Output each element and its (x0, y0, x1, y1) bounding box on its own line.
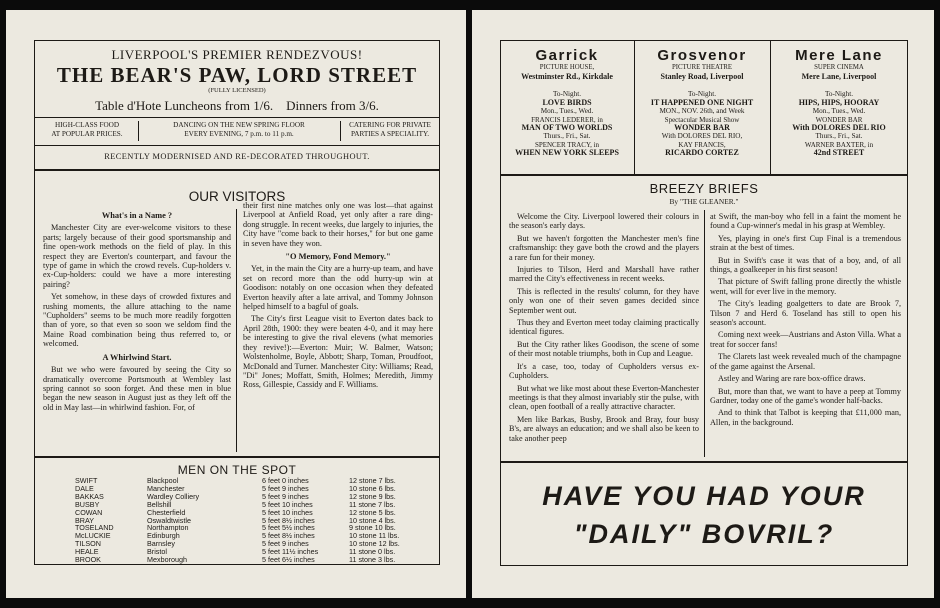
cinema-programme-line: Mon., Tues., Wed. (540, 107, 594, 116)
player-clubs (147, 477, 257, 564)
player-club: Mexborough (147, 555, 187, 565)
player-name: BAKKAS (75, 491, 104, 501)
player-name: McLUCKIE (75, 531, 111, 541)
player-weight: 10 stone 12 lbs. (349, 539, 400, 549)
cinema-programme-line: IT HAPPENED ONE NIGHT (650, 97, 754, 107)
player-name: TOSELAND (75, 523, 114, 533)
player-name: BUSBY (75, 499, 100, 509)
player-weight: 11 stone 0 lbs. (349, 547, 396, 557)
right-page (472, 10, 934, 598)
cinema-programme-line: Spectacular Musical Show (664, 115, 740, 124)
player-club: Manchester (147, 483, 185, 493)
subheading: What's in a Name ? (101, 211, 173, 220)
cinema-type: PICTURE HOUSE, (539, 64, 595, 71)
player-name: BROOK (75, 555, 101, 565)
player-weight: 12 stone 9 lbs. (349, 491, 396, 501)
player-height: 5 feet 6½ inches (262, 555, 315, 565)
cinema-garrick (503, 41, 631, 174)
cinema-address: Westminster Rd., Kirkdale (521, 72, 613, 82)
cinema-type: SUPER CINEMA (814, 64, 864, 71)
player-height: 5 feet 5½ inches (262, 523, 315, 533)
breezy-column-right: at Swift, the man-boy who fell in a faint the moment he found a Cup-winner's medal in his grasp at Wembley. Yes, playing in one's first Cup Final is a tremendous strain at the best of times. But in Swift's case it was that of a boy, and, of all things, a goalkeeper in his first season! That picture of Swift falling prone directly the whistle went, will for ever live in the memory. The City's leading goalgetters to date are Brook 7, Tilson 7 and Herd 6. Toseland has still to open his season's account. Coming next week—Austrians and Aston Villa. What a treat for soccer fans! The Clarets last week revealed much of the champagne of the game against the Arsenal. Astley and Waring are rare box-office draws. But, more than that, we want to have a peep at Tommy Gardner, today one of the game's wonder half-backs. And to think that Talbot is keeping that £11,000 man, Allen, in the background. (710, 212, 901, 427)
cinema-programme-line: WONDER BAR (674, 123, 730, 133)
advert-tagline: LIVERPOOL'S PREMIER RENDEZVOUS! (111, 47, 363, 62)
cinema-programme-line: To-Night. (687, 90, 717, 99)
player-name: SWIFT (75, 476, 98, 485)
cinema-type: PICTURE THEATRE (671, 64, 733, 71)
cinema-mere-lane (773, 41, 905, 174)
cinema-programme-line: WHEN NEW YORK SLEEPS (515, 148, 619, 158)
player-club: Blackpool (147, 476, 179, 485)
player-club: Bristol (147, 547, 167, 557)
breezy-column-left: Welcome the City. Liverpool lowered their colours in the season's early days. But we haven't forgotten the Manchester men's fine craftsmanship: they gave both the crowd and the players a rare fun for their money. Injuries to Tilson, Herd and Marshall have rather marred the City's effectiveness in recent weeks. This is reflected in the results' column, for they have only won one of their seven games decided since September went out. Thus they and Everton meet today claiming practically identical figures. But the City rather likes Goodison, the scene of some of their most notable triumphs, both in Cup and League. It's a case, too, today of Cupholders versus ex-Cupholders. But what we like most about these Everton-Manchester meetings is that they almost invariably stir the pulse, with clean, open football of a really attractive character. Men like Barkas, Busby, Brook and Bray, four busy B's, are always an education; and we shall also be keen to take another peep (509, 212, 699, 443)
cinema-programme-line: LOVE BIRDS (542, 97, 592, 107)
player-weight: 10 stone 6 lbs. (349, 483, 396, 493)
cinema-programme-line: KAY FRANCIS, (678, 140, 726, 149)
advert-licence: (FULLY LICENSED) (208, 87, 266, 94)
cinema-programme-line: To-Night. (824, 90, 854, 99)
cinema-address: Stanley Road, Liverpool (660, 72, 744, 82)
advert-footer: RECENTLY MODERNISED AND RE-DECORATED THROUGHOUT. (104, 152, 370, 161)
bovril-line-2: "DAILY" BOVRIL? (573, 519, 835, 549)
player-weight: 12 stone 5 lbs. (349, 507, 396, 517)
article-title: BREEZY BRIEFS (649, 181, 759, 196)
advert-venue-name: THE BEAR'S PAW, LORD STREET (56, 63, 418, 87)
subheading: A Whirlwind Start. (102, 352, 172, 362)
player-height: 6 feet 0 inches (262, 476, 309, 485)
player-club: Edinburgh (147, 531, 180, 541)
player-heights (262, 477, 350, 564)
breezy-briefs-article (500, 175, 908, 462)
player-name: COWAN (75, 507, 103, 517)
player-weight: 11 stone 3 lbs. (349, 555, 396, 565)
player-club: Wardley Colliery (147, 491, 200, 501)
player-weight: 10 stone 11 lbs. (349, 531, 400, 541)
men-on-the-spot-table (34, 457, 440, 565)
player-height: 5 feet 11½ inches (262, 547, 319, 557)
player-name: DALE (75, 483, 94, 493)
player-names (75, 477, 145, 564)
cinema-programme-line: With DOLORES DEL RIO, (661, 132, 743, 141)
advert-feature-food: HIGH-CLASS FOOD AT POPULAR PRICES. (51, 121, 123, 138)
visitors-column-left: What's in a Name ? Manchester City are ever-welcome visitors to these parts; largely because of their good sportsmanship and fine open-work methods on the field of play. In this respect they are Everton's counterpart, and favour the type of game in which the crowd revels. Cup-holders v. ex-Cup-holders: could we have a more interesting pairing? Yet somehow, in these days of crowded fixtures and rushing moments, the allure attaching to the name "Cupholders" seems to be much more readily forgotten than of yore, so that even so soon we seldom find the Maine Road combination being thus referred to, or welcomed. A Whirlwind Start. But we who were favoured by seeing the City so dramatically overcome Portsmouth at Wembley last spring cannot so soon forget. And these men in blue began the new season in August just as they left off the old in May last—in whirlwind fashion. For, of (43, 211, 231, 412)
cinema-programme-line: Thurs., Fri., Sat. (543, 132, 591, 141)
cinema-programme-line: MAN OF TWO WORLDS (521, 123, 613, 133)
cinema-programme-line: To-Night. (552, 90, 582, 99)
cinema-programme-line: RICARDO CORTEZ (665, 148, 739, 158)
article-title: OUR VISITORS (188, 189, 286, 204)
player-height: 5 feet 10 inches (262, 507, 313, 517)
subheading: "O Memory, Fond Memory." (285, 252, 391, 262)
player-height: 5 feet 10 inches (262, 499, 313, 509)
cinema-programme-line: SPENCER TRACY, in (534, 140, 600, 149)
player-club: Oswaldtwistle (147, 515, 191, 525)
player-name: TILSON (75, 539, 101, 549)
cinema-programme-line: With DOLORES DEL RIO (792, 123, 886, 133)
player-club: Northampton (147, 523, 189, 533)
bovril-advert (500, 462, 908, 566)
cinema-grosvenor (637, 41, 767, 174)
cinema-name: Mere Lane (795, 47, 883, 64)
advert-feature-dancing: DANCING ON THE NEW SPRING FLOOR EVERY EVENING, 7 p.m. to 11 p.m. (173, 121, 305, 138)
player-club: Barnsley (147, 539, 175, 549)
player-weight: 12 stone 7 lbs. (349, 476, 396, 485)
article-byline: By "THE GLEANER." (669, 197, 739, 206)
cinema-listings (500, 40, 908, 175)
advert-meals: Table d'Hote Luncheons from 1/6. Dinners from 3/6. (95, 98, 379, 113)
cinema-programme-line: HIPS, HIPS, HOORAY (798, 97, 880, 107)
cinema-address: Mere Lane, Liverpool (801, 72, 877, 82)
player-height: 5 feet 9 inches (262, 539, 309, 549)
player-weight: 9 stone 10 lbs. (349, 523, 396, 533)
player-club: Bellshill (147, 499, 172, 509)
player-name: HEALE (75, 547, 99, 557)
player-height: 5 feet 9 inches (262, 483, 309, 493)
bears-paw-advert (34, 40, 440, 170)
bovril-line-1: HAVE YOU HAD YOUR (542, 481, 866, 511)
player-weight: 10 stone 4 lbs. (349, 515, 396, 525)
left-page (6, 10, 466, 598)
cinema-name: Grosvenor (657, 47, 747, 64)
player-name: BRAY (75, 515, 95, 525)
visitors-column-right: their first nine matches only one was lost—that against Liverpool at Anfield Road, yet only after a rare ding-dong struggle. In recent weeks, due largely to injuries, the City have "come back to their horses," for but one game in seven have they won. "O Memory, Fond Memory." Yet, in the main the City are a hurry-up team, and have set on record more than the odd hurry-up win at Goodison: notably on one occasion when they defeated Everton heavily after a late arrival, and Tommy Johnson helped himself to a bagful of goals. The City's first League visit to Everton dates back to April 28th, 1900: they were beaten 4-0, and it may here be interesting to give the rival elevens (what memories they revive!):—Everton: Muir; W. Balmer, Watson; Wolstenholme, Boyle, Abbott; Sharp, Toman, Proudfoot, McDonald and Turner. Manchester City: Williams; Read, "Di" Jones; Moffatt, Smith, Holmes; Meredith, Jimmy Ross, Gillespie, Cassidy and F. Williams. (243, 201, 433, 390)
player-height: 5 feet 8½ inches (262, 515, 315, 525)
player-weight: 11 stone 7 lbs. (349, 499, 396, 509)
cinema-programme-line: WONDER BAR (815, 115, 863, 124)
cinema-programme-line: MON., NOV. 26th, and Week (659, 107, 745, 116)
advert-feature-catering: CATERING FOR PRIVATE PARTIES A SPECIALITY. (349, 121, 431, 138)
cinema-name: Garrick (535, 47, 599, 64)
cinema-programme-line: Mon., Tues., Wed. (812, 107, 866, 116)
player-height: 5 feet 9 inches (262, 491, 309, 501)
player-club: Chesterfield (147, 507, 186, 517)
our-visitors-article (34, 170, 440, 457)
cinema-programme-line: WARNER BAXTER, in (804, 140, 874, 149)
cinema-programme-line: FRANCIS LEDERER, in (531, 115, 603, 124)
cinema-programme-line: 42nd STREET (813, 148, 865, 158)
player-height: 5 feet 8½ inches (262, 531, 315, 541)
player-weights (349, 477, 429, 564)
cinema-programme-line: Thurs., Fri., Sat. (815, 132, 863, 141)
table-title: MEN ON THE SPOT (177, 463, 297, 477)
